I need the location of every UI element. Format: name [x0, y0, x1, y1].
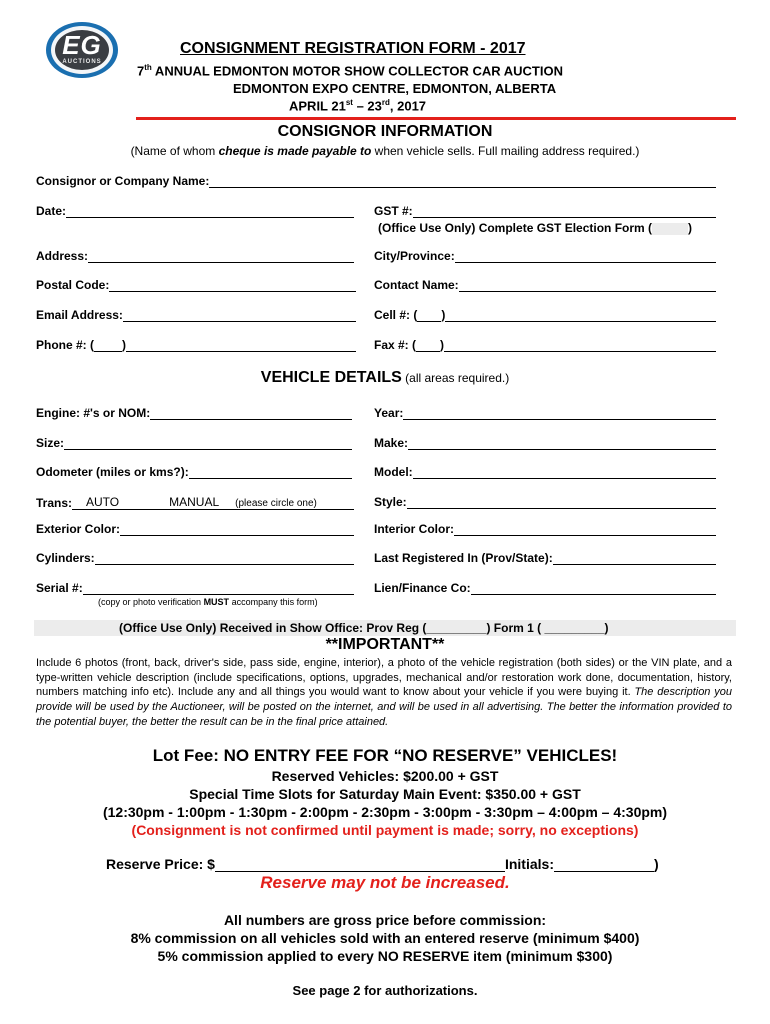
postal-field[interactable]	[109, 279, 356, 292]
email-label: Email Address:	[36, 308, 123, 322]
engine-field[interactable]	[150, 407, 352, 420]
gst-office-text: (Office Use Only) Complete GST Election Form (	[378, 221, 653, 235]
header-red-rule	[136, 117, 736, 120]
email-row	[36, 308, 356, 322]
trans-manual-option[interactable]: MANUAL	[169, 495, 235, 510]
city-row	[374, 249, 716, 263]
consignor-note-b: cheque is made payable to	[218, 144, 372, 158]
last-reg-row	[374, 551, 716, 565]
trans-blank	[72, 497, 86, 510]
int-color-label: Interior Color:	[374, 522, 454, 536]
ext-color-field[interactable]	[120, 523, 354, 536]
date-b-sup: rd	[381, 98, 390, 107]
special-slot-fee: Special Time Slots for Saturday Main Event: $350.00 + GST	[189, 786, 581, 802]
vehicle-heading-line	[0, 369, 770, 387]
date-row	[36, 204, 354, 218]
cell-field[interactable]	[445, 309, 716, 322]
important-body-italic: The description you provide will be used by the Auctioneer, will be posted on the internet, and will be used in all advertising. The better the information provided to the potential buyer, the better the result can be in the final price attained.	[36, 686, 732, 728]
gst-office-use	[378, 221, 692, 235]
cylinders-row	[36, 551, 354, 565]
commission-8: 8% commission on all vehicles sold with an entered reserve (minimum $400)	[130, 930, 640, 946]
reserve-price-row	[106, 856, 659, 872]
style-row	[374, 495, 716, 509]
model-row	[374, 465, 716, 479]
int-color-field[interactable]	[454, 523, 716, 536]
gst-office-end: )	[688, 221, 693, 235]
gross-price-note: All numbers are gross price before commission:	[223, 912, 547, 928]
model-field[interactable]	[413, 466, 716, 479]
date-a-sup: st	[345, 98, 353, 107]
consignor-name-field[interactable]	[209, 175, 716, 188]
vehicle-heading: VEHICLE DETAILS	[260, 369, 402, 386]
size-label: Size:	[36, 436, 65, 450]
address-label: Address:	[36, 249, 89, 263]
lot-fee-heading: Lot Fee: NO ENTRY FEE FOR “NO RESERVE” VEHICLES!	[152, 746, 618, 765]
postal-row	[36, 278, 356, 292]
reserve-price-label: Reserve Price: $	[106, 856, 215, 872]
cell-row	[374, 308, 716, 322]
gst-label: GST #:	[374, 204, 413, 218]
size-row	[36, 436, 352, 450]
serial-label: Serial #:	[36, 581, 83, 595]
company-logo	[44, 20, 120, 80]
trans-note: (please circle one)	[235, 498, 354, 510]
consignor-note-a: (Name of whom	[130, 144, 219, 158]
cylinders-field[interactable]	[95, 552, 354, 565]
contact-row	[374, 278, 716, 292]
date-end: , 2017	[389, 98, 427, 114]
reserved-fee: Reserved Vehicles: $200.00 + GST	[271, 768, 499, 784]
lien-field[interactable]	[471, 582, 716, 595]
consignor-name-row	[36, 174, 716, 188]
important-body-text: Include 6 photos (front, back, driver's side, pass side, engine, interior), a photo of the vehicle registration (both sides) or the VIN plate, and a type-written vehicle description (include specifications, options, upgrades, mechanical and/or restoration work done, documentation, history, numbers matching info etc). Include any and all things you would want to know about your vehicle if you were buying it.	[36, 657, 732, 699]
fax-label: Fax #: (	[374, 338, 417, 352]
important-heading: **IMPORTANT**	[325, 636, 445, 653]
serial-note-b: MUST	[203, 597, 230, 607]
phone-label: Phone #: (	[36, 338, 95, 352]
serial-note	[98, 597, 318, 607]
not-confirmed-note: (Consignment is not confirmed until payment is made; sorry, no exceptions)	[131, 822, 639, 838]
gst-row	[374, 204, 716, 218]
address-row	[36, 249, 354, 263]
serial-row	[36, 581, 354, 595]
consignor-heading: CONSIGNOR INFORMATION	[277, 123, 493, 140]
model-label: Model:	[374, 465, 413, 479]
make-label: Make:	[374, 436, 409, 450]
event-sup: th	[144, 63, 152, 72]
initials-label: Initials:	[504, 856, 554, 872]
int-color-row	[374, 522, 716, 536]
phone-paren: )	[122, 338, 127, 352]
date-mid: – 23	[352, 98, 382, 114]
gst-office-box	[652, 223, 688, 235]
lien-row	[374, 581, 716, 595]
contact-label: Contact Name:	[374, 278, 459, 292]
fax-paren: )	[440, 338, 445, 352]
year-label: Year:	[374, 406, 404, 420]
city-label: City/Province:	[374, 249, 455, 263]
logo-subtext: AUCTIONS	[62, 59, 102, 65]
ext-color-label: Exterior Color:	[36, 522, 121, 536]
style-label: Style:	[374, 495, 407, 509]
year-field[interactable]	[403, 407, 716, 420]
year-row	[374, 406, 716, 420]
serial-note-a: (copy or photo verification	[98, 597, 204, 607]
lien-label: Lien/Finance Co:	[374, 581, 471, 595]
initials-field[interactable]	[554, 857, 654, 872]
event-number: 7	[137, 63, 145, 79]
important-body	[36, 656, 732, 730]
make-field[interactable]	[408, 437, 716, 450]
phone-field[interactable]	[126, 339, 356, 352]
style-field[interactable]	[407, 496, 716, 509]
date-a: APRIL 21	[289, 98, 346, 114]
fax-field[interactable]	[444, 339, 716, 352]
time-slots: (12:30pm - 1:00pm - 1:30pm - 2:00pm - 2:30pm - 3:00pm - 3:30pm – 4:00pm – 4:30pm)	[102, 804, 668, 820]
reserve-no-increase: Reserve may not be increased.	[260, 873, 510, 892]
office-use-text: (Office Use Only) Received in Show Office: Prov Reg (_________) Form 1 ( _________)	[119, 621, 609, 635]
postal-label: Postal Code:	[36, 278, 110, 292]
ext-color-row	[36, 522, 354, 536]
cylinders-label: Cylinders:	[36, 551, 95, 565]
email-field[interactable]	[123, 309, 356, 322]
form-title: CONSIGNMENT REGISTRATION FORM - 2017	[180, 40, 526, 57]
trans-auto-option[interactable]: AUTO	[86, 495, 169, 510]
commission-5: 5% commission applied to every NO RESERVE item (minimum $300)	[157, 948, 613, 964]
date-label: Date:	[36, 204, 67, 218]
trans-row	[36, 495, 354, 510]
see-page-2: See page 2 for authorizations.	[292, 983, 478, 998]
contact-field[interactable]	[459, 279, 716, 292]
consignor-note-c: when vehicle sells. Full mailing address required.)	[371, 144, 640, 158]
gst-field[interactable]	[413, 205, 716, 218]
address-field[interactable]	[88, 250, 354, 263]
engine-label: Engine: #'s or NOM:	[36, 406, 151, 420]
engine-row	[36, 406, 352, 420]
serial-field[interactable]	[83, 582, 354, 595]
odometer-label: Odometer (miles or kms?):	[36, 465, 189, 479]
phone-row	[36, 338, 356, 352]
odometer-field[interactable]	[189, 466, 352, 479]
fax-row	[374, 338, 716, 352]
trans-label: Trans:	[36, 496, 73, 510]
phone-area-code[interactable]	[94, 339, 122, 352]
consignor-note	[0, 144, 770, 158]
serial-note-c: accompany this form)	[229, 597, 318, 607]
odometer-row	[36, 465, 352, 479]
vehicle-heading-note: (all areas required.)	[401, 371, 510, 385]
venue-line: EDMONTON EXPO CENTRE, EDMONTON, ALBERTA	[233, 81, 557, 96]
cell-paren: )	[441, 308, 446, 322]
consignor-name-label: Consignor or Company Name:	[36, 174, 210, 188]
fax-area-code[interactable]	[416, 339, 440, 352]
reserve-price-field[interactable]	[215, 857, 505, 872]
cell-label: Cell #: (	[374, 308, 418, 322]
last-reg-field[interactable]	[553, 552, 716, 565]
last-reg-label: Last Registered In (Prov/State):	[374, 551, 553, 565]
cell-area-code[interactable]	[417, 309, 441, 322]
date-line	[289, 98, 426, 113]
event-rest: ANNUAL EDMONTON MOTOR SHOW COLLECTOR CAR AUCTION	[151, 63, 563, 79]
initials-end: )	[653, 856, 659, 872]
city-field[interactable]	[455, 250, 716, 263]
logo-text: EG	[62, 30, 102, 60]
size-field[interactable]	[64, 437, 352, 450]
date-field[interactable]	[66, 205, 354, 218]
event-line	[137, 63, 563, 78]
make-row	[374, 436, 716, 450]
